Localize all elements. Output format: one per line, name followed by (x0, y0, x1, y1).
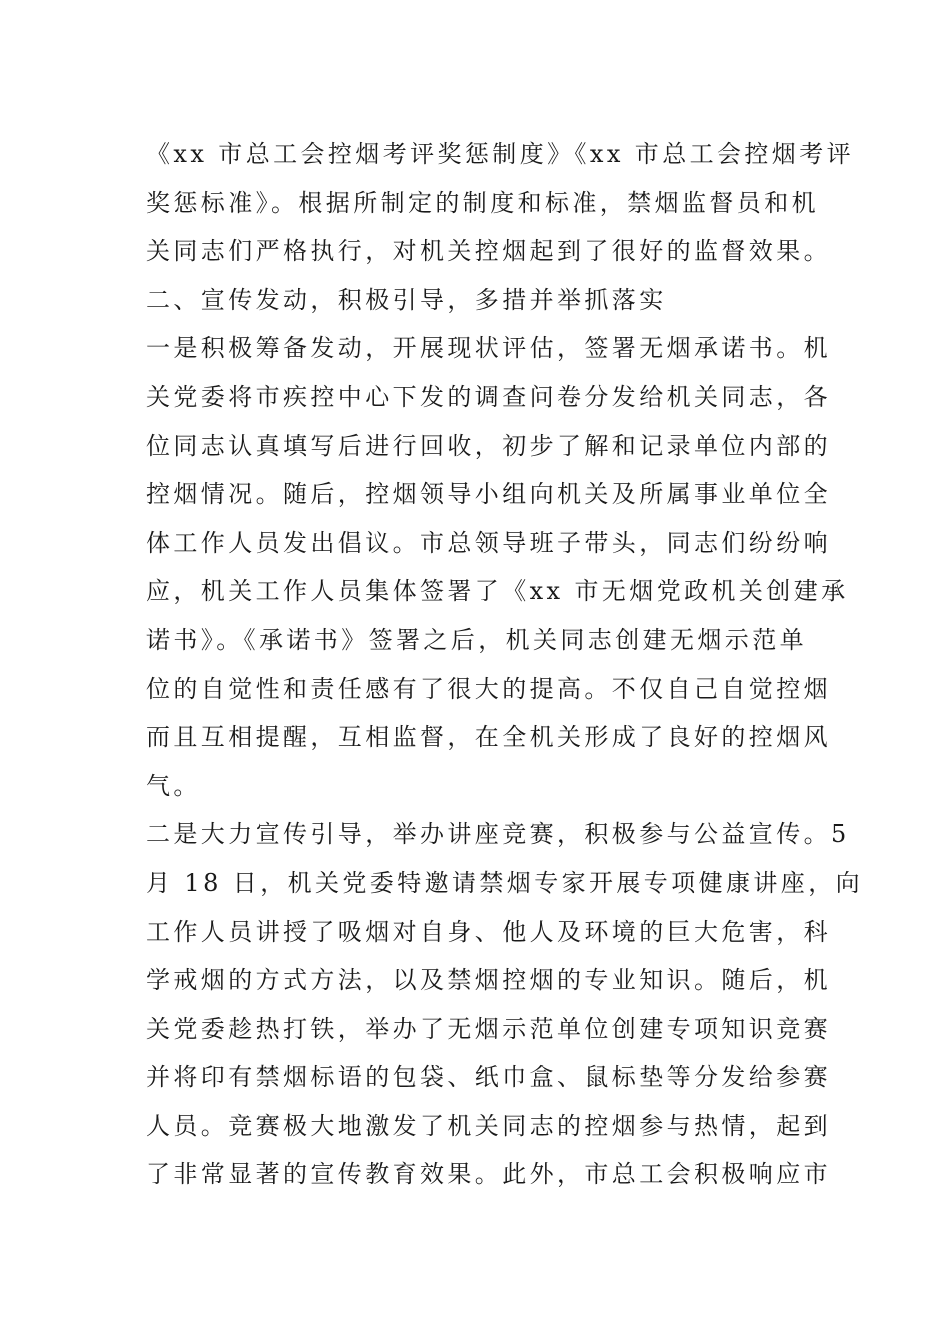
text-line: 一是积极筹备发动，开展现状评估，签署无烟承诺书。机 (146, 334, 831, 363)
text-line: 控烟情况。随后，控烟领导小组向机关及所属事业单位全 (146, 480, 831, 509)
text-line: 诺书》。《承诺书》签署之后，机关同志创建无烟示范单 (146, 625, 807, 654)
text-line: 关党委趁热打铁，举办了无烟示范单位创建专项知识竞赛 (146, 1014, 831, 1043)
document-body (146, 130, 863, 1199)
text-line: 位同志认真填写后进行回收，初步了解和记录单位内部的 (146, 431, 831, 460)
section-heading: 二、宣传发动，积极引导，多措并举抓落实 (146, 285, 667, 314)
text-line: 《xx 市总工会控烟考评奖惩制度》《xx 市总工会控烟考评 (146, 140, 854, 168)
text-line: 位的自觉性和责任感有了很大的提高。不仅自己自觉控烟 (146, 674, 831, 703)
text-line: 了非常显著的宣传教育效果。此外，市总工会积极响应市 (146, 1160, 831, 1189)
text-line: 月 18 日，机关党委特邀请禁烟专家开展专项健康讲座，向 (146, 868, 863, 897)
text-line: 关党委将市疾控中心下发的调查问卷分发给机关同志，各 (146, 382, 831, 411)
text-line: 应，机关工作人员集体签署了《xx 市无烟党政机关创建承 (146, 577, 849, 606)
text-line: 体工作人员发出倡议。市总领导班子带头，同志们纷纷响 (146, 528, 831, 557)
text-line: 而且互相提醒，互相监督，在全机关形成了良好的控烟风 (146, 723, 831, 752)
text-line: 气。 (146, 771, 201, 800)
text-line: 工作人员讲授了吸烟对自身、他人及环境的巨大危害，科 (146, 917, 831, 946)
text-line: 并将印有禁烟标语的包袋、纸巾盒、鼠标垫等分发给参赛 (146, 1063, 831, 1092)
text-line: 人员。竞赛极大地激发了机关同志的控烟参与热情，起到 (146, 1111, 831, 1140)
text-line: 奖惩标准》。根据所制定的制度和标准，禁烟监督员和机 (146, 188, 819, 217)
text-line: 学戒烟的方式方法，以及禁烟控烟的专业知识。随后，机 (146, 966, 831, 995)
text-line: 关同志们严格执行，对机关控烟起到了很好的监督效果。 (146, 237, 831, 266)
text-line: 二是大力宣传引导，举办讲座竞赛，积极参与公益宣传。5 (146, 820, 850, 849)
